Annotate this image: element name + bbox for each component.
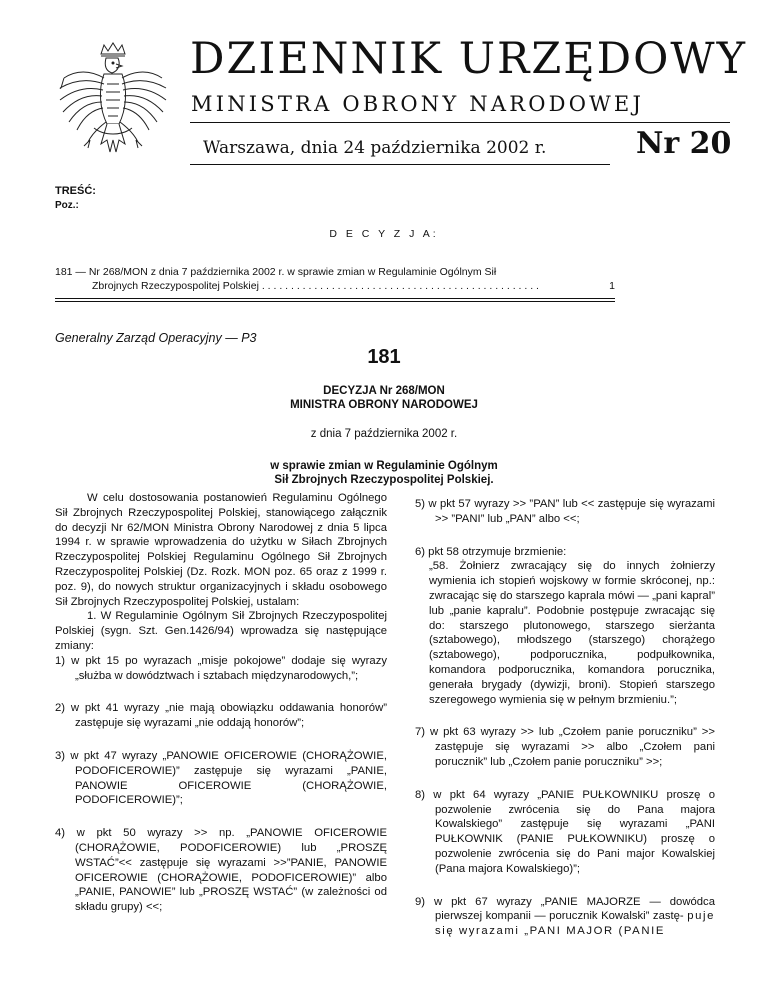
journal-subtitle: MINISTRA OBRONY NARODOWEJ <box>191 92 645 116</box>
item-9 <box>415 895 715 939</box>
polish-eagle-emblem-icon <box>54 40 172 170</box>
decision-section-header: D E C Y Z J A: <box>329 228 439 240</box>
item-6-intro: 6) pkt 58 otrzymuje brzmienie: <box>415 545 567 558</box>
body-left-column <box>55 491 387 915</box>
item-9-part2: puje się wyrazami „PANI MAJOR (PANIE <box>435 910 716 938</box>
decision-date: z dnia 7 października 2002 r. <box>310 428 458 440</box>
decision-subject <box>0 459 768 487</box>
decision-title-line1: DECYZJA Nr 268/MON <box>323 385 445 397</box>
position-number: 181 <box>367 346 401 368</box>
section-name: Generalny Zarząd Operacyjny — P3 <box>55 331 257 345</box>
body-right-column <box>415 497 715 939</box>
decision-subject-line2: Sił Zbrojnych Rzeczypospolitej Polskiej. <box>274 474 494 486</box>
point-1: 1. W Regulaminie Ogólnym Sił Zbrojnych Rzeczypospolitej Polskiej (sygn. Szt. Gen.1426/94) wprowadza się następujące zmiany: <box>55 610 387 652</box>
item-8: 8) w pkt 64 wyrazy „PANIE PUŁKOWNIKU proszę o pozwolenie zwrócenia się do Pana majora Kowalskiego” zastępuje się wyrazami „PANI PUŁKOWNIK (PANIE PUŁKOWNIKU) proszę o pozwolenie zwrócenia się do Pani major Kowalskiej (Pana majora Kowalskiego)”; <box>415 788 715 875</box>
contents-entry-page: 1 <box>609 280 615 292</box>
item-7: 7) w pkt 63 wyrazy >> lub „Czołem panie poruczniku” >> zastępuje się wyrazami >> albo „Czołem pani porucznik” lub „Czołem panie poruczniku” >>; <box>415 726 715 768</box>
item-1: 1) w pkt 15 po wyrazach „misje pokojowe” dodaje się wyrazy „służba w dowództwach i sztabach międzynarodowych,”; <box>55 654 387 682</box>
journal-title: DZIENNIK URZĘDOWY <box>190 34 747 84</box>
date-underline <box>190 164 610 165</box>
masthead-divider <box>190 122 730 123</box>
item-6-text: „58. Żołnierz zwracający się do innych żołnierzy wymienia ich stopień wojskowy w formie skróconej, np.: zwracając się do starszego kaprala mówi — „pani kapral” lub „panie kapralu”. Podobnie postępuje zwracając się do: starszego plutonowego, starszego sierżanta (sztabowego), młodszego (starszego) chorążego (sztabowego), podporucznika, podpułkownika, komandora podporucznika, komandora porucznika, generała brygady (dywizji, broni). Stopień starszego szeregowego wymienia się w pełnym brzmieniu.”; <box>429 560 715 706</box>
contents-entry[interactable] <box>55 265 615 293</box>
item-5: 5) w pkt 57 wyrazy >> ”PAN” lub << zastępuje się wyrazami >> ”PANI” lub „PAN” albo <<; <box>415 498 715 525</box>
contents-divider-bottom <box>55 301 615 302</box>
contents-divider-top <box>55 298 615 299</box>
intro-paragraph: W celu dostosowania postanowień Regulaminu Ogólnego Sił Zbrojnych Rzeczypospolitej Polskiej, stanowiącego załącznik do decyzji Nr 62/MON Ministra Obrony Narodowej z dnia 5 lipca 1994 r. w sprawie wprowadzenia do użytku w Siłach Zbrojnych Rzeczypospolitej Polskiej Regulaminu Ogólnego Sił Zbrojnych Rzeczypospolitej Polskiej (Dz. Rozk. MON poz. 65 oraz z 1999 r. poz. 9), do nowych struktur organizacyjnych i składu osobowego Sił Zbrojnych Rzeczypospolitej Polskiej, ustalam: <box>55 492 387 608</box>
issue-number: Nr 20 <box>636 126 732 161</box>
decision-title-line2: MINISTRA OBRONY NARODOWEJ <box>290 399 478 411</box>
item-2: 2) w pkt 41 wyrazy „nie mają obowiązku oddawania honorów” zastępuje się wyrazami „nie oddają honorów”; <box>55 702 387 730</box>
item-4: 4) w pkt 50 wyrazy >> np. „PANOWIE OFICEROWIE (CHORĄŻOWIE, PODOFICEROWIE) lub „PROSZĘ WSTAĆ”<< zastępuje się wyrazami >>”PANIE, PANOWIE OFICEROWIE (CHORĄŻOWIE, PODOFICEROWIE)” albo „PANIE, PANOWIE” lub „PROSZĘ WSTAĆ” (w zależności od składu grupy) <<; <box>55 827 387 914</box>
contents-entry-line1: 181 — Nr 268/MON z dnia 7 października 2002 r. w sprawie zmian w Regulaminie Ogólnym Sił <box>55 266 497 278</box>
item-3: 3) w pkt 47 wyrazy „PANOWIE OFICEROWIE (CHORĄŻOWIE, PODOFICEROWIE)” zastępuje się wyrazami „PANIE, PANOWIE OFICEROWIE (CHORĄŻOWIE, PODOFICEROWIE)”; <box>55 749 387 807</box>
item-9-part1: 9) w pkt 67 wyrazy „PANIE MAJORZE — dowódca pierwszej kompanii — porucznik Kowalski” zastę- <box>415 895 715 923</box>
contents-label: TREŚĆ: <box>55 185 96 197</box>
issue-date: Warszawa, dnia 24 października 2002 r. <box>203 138 547 158</box>
contents-entry-line2: Zbrojnych Rzeczypospolitej Polskiej . . . . . . . . . . . . . . . . . . . . . . . . . . . . . . . . . . . . . . . . . . . . . . . . <box>92 280 539 292</box>
decision-title <box>0 384 768 412</box>
decision-subject-line1: w sprawie zmian w Regulaminie Ogólnym <box>270 460 498 472</box>
position-label: Poz.: <box>55 200 79 211</box>
